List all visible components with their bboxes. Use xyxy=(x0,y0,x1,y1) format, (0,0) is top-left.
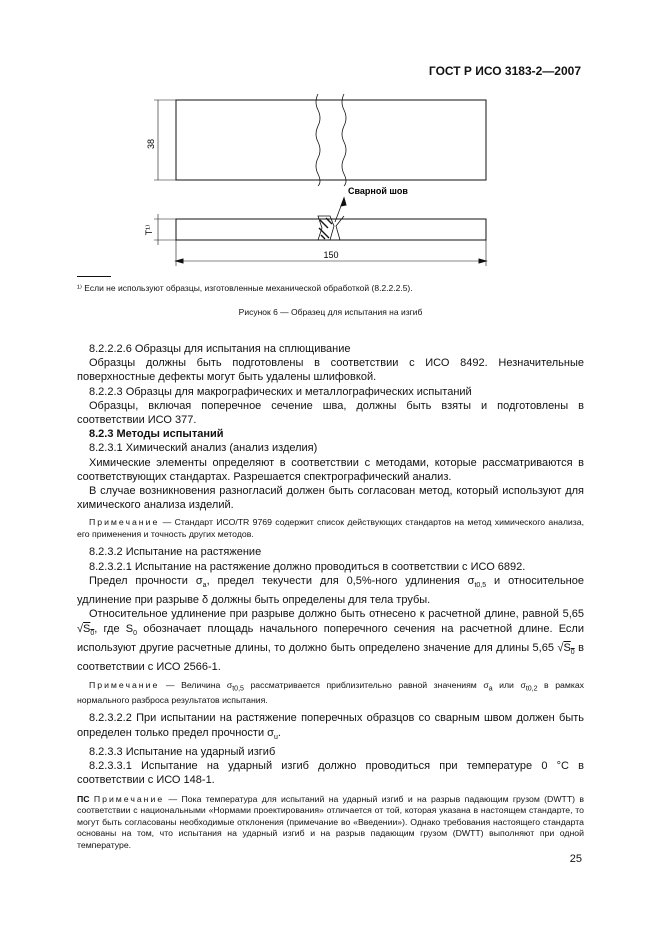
figure-footnote: ¹⁾ Если не используют образцы, изготовленные механической обработкой (8.2.2.2.5). xyxy=(77,283,413,293)
page-number: 25 xyxy=(569,853,582,865)
section-8.2.3: 8.2.3 Методы испытаний xyxy=(89,428,224,441)
section-8.2.3.2: 8.2.3.2 Испытание на растяжение xyxy=(89,546,262,559)
note-1: Примечание — Стандарт ИСО/TR 9769 содержит список действующих стандартов на метод химического анализа, его применения и точность других методов. xyxy=(77,517,584,539)
doc-header: ГОСТ Р ИСО 3183-2—2007 xyxy=(428,64,581,78)
figure-caption: Рисунок 6 — Образец для испытания на изгиб xyxy=(238,307,423,317)
para-8.2.3.2.1: 8.2.3.2.1 Испытание на растяжение должно проводиться в соответствии с ИСО 6892. xyxy=(89,560,526,573)
length-dim-label: 150 xyxy=(323,250,339,260)
para-8.2.2.2.6-head: 8.2.2.2.6 Образцы для испытания на сплющивание xyxy=(89,343,351,355)
para-8.2.3.2.2: 8.2.3.2.2 При испытании на растяжение поперечных образцов со сварным швом должен быть определен только предел прочности $\sigma_u$. xyxy=(77,712,584,741)
weld-label: Сварной шов xyxy=(348,186,408,196)
section-8.2.3.3: 8.2.3.3 Испытание на ударный изгиб xyxy=(89,745,276,758)
para-8.2.3.1-b: В случае возникновения разногласий должен быть согласован метод, который используют для химического анализа изделий. xyxy=(77,485,584,512)
para-8.2.2.2.6-body: Образцы должны быть подготовлены в соответствии с ИСО 8492. Незначительные поверхностные дефекты могут быть удалены шлифовкой. xyxy=(77,357,584,384)
specimen-top-view xyxy=(176,100,486,180)
para-8.2.3.1-a: Химические элементы определяют в соответствии с методами, которые рассматриваются в соответствующих стандартах. Разрешается спектрографический анализ. xyxy=(77,456,584,483)
para-8.2.2.3-body: Образцы, включая поперечное сечение шва, должны быть взяты и подготовлены в соответствии ИСО 377. xyxy=(77,399,584,427)
thickness-dim-label: T¹⁾ xyxy=(144,224,154,236)
width-dim-label: 38 xyxy=(146,138,156,150)
note-3: ПС Примечание — Пока температура для испытаний на ударный изгиб и на разрыв падающим грузом (DWTT) в соответствии с национальными «Нормами проектирования» отличается от той, которая указана в настоящем стандарте, то могут быть согласованы необходимые отклонения (примечание во «Введении»). Однако требования настоящего стандарта основаны на том, что испытания на ударный изгиб и на разрыв падающим грузом (DWTT) выполняют при одной температуре. xyxy=(77,793,584,850)
main-text xyxy=(77,342,584,851)
section-8.2.3.1: 8.2.3.1 Химический анализ (анализ изделия) xyxy=(89,442,318,455)
note-2: Примечание — Величина $\sigma_{t0,5}$ рассматривается приблизительно равной значениям $\sigma_a$ или $\sigma_{t0,2}$ в рамках нормального разброса результатов испытания. xyxy=(77,679,584,705)
para-8.2.3.2.1-c: Относительное удлинение при разрыве должно быть отнесено к расчетной длине, равной 5,65 $√S_0$, где $S_0$ обозначает площадь начального поперечного сечения на расчетной длине. Если используют другие расчетные длины, то должно быть определено значение для длины 5,65 $√S_0$ в соответствии с ИСО 2566-1. xyxy=(77,608,584,674)
bend-specimen-drawing xyxy=(130,90,510,270)
para-8.2.3.3.1: 8.2.3.3.1 Испытание на ударный изгиб должно проводиться при температуре 0 °С в соответствии с ИСО 148-1. xyxy=(77,760,584,787)
para-8.2.3.2.1-b: Предел прочности $\sigma_a$, предел текучести для 0,5%-ного удлинения $\sigma_{t0,5}$ и относительное удлинение при разрыве δ должны быть определены для тела трубы. xyxy=(77,574,584,607)
footnote-rule xyxy=(77,276,111,277)
para-8.2.2.3-head: 8.2.2.3 Образцы для макрографических и металлографических испытаний xyxy=(89,385,472,398)
